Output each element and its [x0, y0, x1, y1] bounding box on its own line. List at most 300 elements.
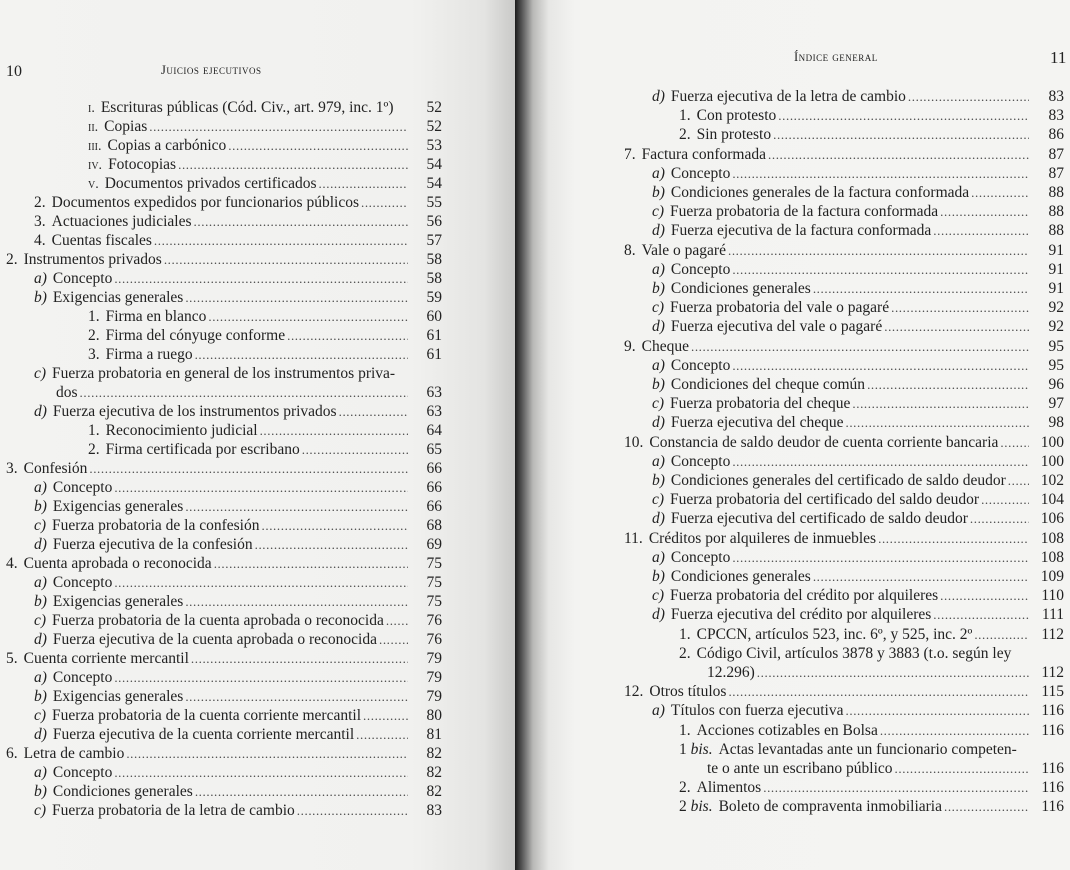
leader-dots [940, 586, 1029, 605]
page-number: 11 [1050, 48, 1067, 67]
toc-entry [515, 721, 1070, 740]
toc-entry [515, 759, 1070, 778]
toc-entry [515, 106, 1070, 125]
toc-entry-page: 66 [426, 479, 442, 496]
toc-entry-number: a) [652, 702, 665, 720]
toc-entry-title: Cheque [641, 337, 689, 355]
toc-entry-label [34, 193, 359, 212]
leader-dots [302, 440, 408, 459]
toc-entry-title: Fuerza probatoria de la cuenta aprobada o reconocida [52, 612, 384, 629]
leader-dots [845, 413, 1029, 432]
leader-dots [114, 478, 408, 497]
leader-dots [164, 250, 408, 269]
toc-entry-number: 9. [624, 337, 636, 355]
toc-entry-page: 59 [426, 289, 442, 306]
toc-entry-number: b) [34, 593, 47, 610]
leader-dots [361, 193, 408, 212]
toc-entry [0, 288, 460, 307]
toc-entry-label [6, 554, 212, 573]
leader-dots [846, 701, 1030, 720]
toc-entry-number: c) [652, 491, 665, 509]
toc-entry-page: 80 [426, 707, 442, 724]
leader-dots [880, 721, 1029, 740]
page-number: 10 [6, 63, 22, 80]
toc-entry-page: 91 [1048, 260, 1064, 278]
toc-entry [0, 516, 460, 535]
toc-entry [0, 611, 460, 630]
toc-entry-number: c) [34, 802, 47, 819]
toc-entry-label [88, 345, 193, 364]
toc-entry-title: Actas levantadas ante un funcionario competen- [718, 740, 1017, 758]
leader-dots [971, 183, 1029, 202]
toc-entry [515, 625, 1070, 644]
toc-entry-label [624, 682, 726, 701]
toc-entry-number: 1 bis. [679, 740, 713, 758]
toc-entry-label [34, 801, 295, 820]
toc-entry [0, 630, 460, 649]
toc-entry-page: 95 [1048, 356, 1064, 374]
toc-entry-title: Fuerza ejecutiva de la letra de cambio [670, 88, 906, 105]
toc-entry-page: 75 [426, 574, 442, 591]
toc-entry-title: Títulos con fuerza ejecutiva [670, 702, 844, 720]
toc-entry-label [624, 337, 689, 356]
toc-entry [515, 509, 1070, 528]
leader-dots [732, 548, 1029, 567]
leader-dots [195, 345, 408, 364]
toc-entry-page: 65 [426, 441, 442, 458]
toc-entry-page: 76 [426, 631, 442, 648]
toc-entry [515, 317, 1070, 336]
toc-entry-page: 66 [426, 498, 442, 515]
toc-entry-title: Reconocimiento judicial [105, 422, 258, 439]
toc-entry-title: Confesión [23, 460, 88, 477]
toc-entry-number: b) [34, 289, 47, 306]
toc-entry-title: Fuerza probatoria del certificado del saldo deudor [670, 491, 980, 509]
toc-entry-title: Letra de cambio [23, 745, 125, 762]
toc-entry-title: Con protesto [696, 107, 777, 125]
toc-entry-label [652, 221, 931, 240]
toc-entry-label [88, 440, 300, 459]
toc-entry-number: b) [34, 783, 47, 800]
toc-entry-title: Fuerza ejecutiva del vale o pagaré [670, 318, 883, 336]
toc-entry-title: Condiciones generales [670, 568, 811, 585]
toc-entry-label [34, 706, 361, 725]
leader-dots [114, 269, 408, 288]
toc-entry-title: Exigencias generales [52, 289, 184, 306]
toc-entry-title: Documentos expedidos por funcionarios públicos [51, 194, 359, 211]
toc-entry-label [652, 452, 730, 471]
toc-entry-title: Acciones cotizables en Bolsa [696, 721, 878, 739]
toc-entry [515, 202, 1070, 221]
toc-entry [515, 433, 1070, 452]
toc-entry-label [34, 212, 192, 231]
toc-entry [515, 413, 1070, 432]
toc-entry-label [34, 269, 112, 288]
toc-entry-label [652, 298, 889, 317]
leader-dots [339, 402, 408, 421]
toc-entry-title: Fotocopias [108, 156, 177, 173]
toc-entry-page: 88 [1048, 222, 1064, 240]
toc-entry-page: 75 [426, 555, 442, 572]
toc-entry-label [56, 383, 78, 402]
toc-entry-title: Alimentos [696, 779, 762, 797]
toc-entry-page: 97 [1048, 395, 1064, 413]
toc-entry-page: 61 [426, 346, 442, 363]
toc-entry-label [34, 364, 395, 383]
toc-entry-number: 2. [679, 644, 691, 662]
toc-entry [515, 490, 1070, 509]
toc-entry-page: 83 [1048, 107, 1064, 125]
toc-entry-label [34, 725, 354, 744]
toc-entry-number: d) [652, 318, 665, 336]
toc-entry [515, 164, 1070, 183]
toc-entry-title: 12.296) [707, 664, 755, 681]
leader-dots [185, 592, 408, 611]
toc-entry [0, 573, 460, 592]
toc-entry-page: 116 [1041, 779, 1064, 797]
toc-entry-number: 10. [624, 433, 644, 451]
toc-entry-title: Instrumentos privados [23, 251, 162, 268]
toc-entry-number: 1. [679, 625, 691, 643]
toc-entry-number: d) [652, 222, 665, 240]
toc-entry-title: Fuerza ejecutiva de la cuenta aprobada o reconocida [52, 631, 377, 648]
toc-entry-page: 92 [1048, 318, 1064, 336]
toc-entry-page: 79 [426, 669, 442, 686]
toc-entry-page: 116 [1041, 798, 1064, 816]
toc-entry-number: 3. [34, 213, 46, 230]
leader-dots [981, 490, 1029, 509]
toc-entry-title: Concepto [670, 548, 731, 566]
toc-entry-number: 4. [6, 555, 18, 572]
leader-dots [732, 356, 1029, 375]
toc-entry-page: 54 [426, 156, 442, 173]
leader-dots [974, 625, 1029, 644]
toc-entry [515, 260, 1070, 279]
toc-entry-number: a) [34, 764, 47, 781]
toc-entry-page: 79 [426, 688, 442, 705]
toc-entry [0, 402, 460, 421]
toc-entry-number: d) [652, 606, 665, 624]
toc-entry-number: b) [34, 498, 47, 515]
toc-entry [515, 375, 1070, 394]
leader-dots [813, 279, 1029, 298]
toc-entry-number: i. [88, 101, 95, 116]
toc-entry-page: 69 [426, 536, 442, 553]
leader-dots [356, 725, 408, 744]
toc-entry-page: 116 [1041, 721, 1064, 739]
toc-entry-label [34, 497, 183, 516]
toc-entry-page: 61 [426, 327, 442, 344]
toc-entry [0, 725, 460, 744]
toc-entry-label [679, 106, 776, 125]
toc-entry-number: b) [652, 472, 665, 489]
toc-entry-title: Cuentas fiscales [51, 232, 152, 249]
toc-entry-label [88, 421, 258, 440]
leader-dots [944, 797, 1029, 816]
toc-entry [0, 364, 460, 383]
toc-entry-title: Condiciones generales [52, 783, 193, 800]
toc-entry-page: 60 [426, 308, 442, 325]
toc-entry-page: 56 [426, 213, 442, 230]
toc-entry-number: c) [34, 707, 47, 724]
toc-entry-page: 53 [426, 137, 442, 154]
toc-entry [515, 778, 1070, 797]
toc-entry [0, 117, 460, 136]
toc-entry-title: Condiciones del cheque común [670, 376, 866, 393]
toc-entry-number: 1. [88, 308, 100, 325]
toc-entry-number: v. [88, 177, 99, 192]
toc-entry-title: Escrituras públicas (Cód. Civ., art. 979, inc. 1º) [100, 99, 394, 116]
toc-entry-number: a) [652, 260, 665, 278]
toc-entry [515, 298, 1070, 317]
toc-entry [0, 212, 460, 231]
toc-entry-number: b) [652, 568, 665, 585]
toc-entry-label [652, 413, 843, 432]
toc-entry-number: a) [34, 479, 47, 496]
toc-entry-title: Exigencias generales [52, 593, 184, 610]
toc-entry-page: 112 [1041, 625, 1064, 643]
leader-dots [732, 452, 1029, 471]
toc-entry-page: 110 [1041, 587, 1064, 605]
toc-entry-label [34, 288, 183, 307]
toc-entry-page: 63 [426, 403, 442, 420]
left-page [0, 0, 515, 870]
toc-entry [0, 763, 460, 782]
leader-dots [813, 567, 1029, 586]
leader-dots [884, 317, 1029, 336]
toc-entry-number: c) [34, 517, 47, 534]
toc-entry-label [679, 778, 761, 797]
toc-entry [0, 421, 460, 440]
toc-entry-number: d) [34, 536, 47, 553]
toc-entry-page: 82 [426, 783, 442, 800]
toc-entry [0, 801, 460, 820]
leader-dots [114, 573, 408, 592]
toc-entry-label [652, 317, 882, 336]
toc-entry-number: 1. [88, 422, 100, 439]
toc-entry-label [88, 98, 394, 118]
toc-entry-label [652, 87, 906, 106]
toc-entry-label [679, 125, 771, 144]
toc-entry-title: Fuerza ejecutiva del certificado de saldo deudor [670, 510, 968, 528]
toc-entry-number: a) [652, 356, 665, 374]
toc-entry [0, 649, 460, 668]
toc-entry-label [652, 605, 931, 624]
toc-entry [515, 125, 1070, 144]
leader-dots [287, 326, 408, 345]
leader-dots [867, 375, 1029, 394]
toc-entry-number: a) [34, 270, 47, 287]
toc-entry-title: CPCCN, artículos 523, inc. 6º, y 525, inc. 2º [696, 625, 973, 643]
toc-entry-number: 2. [88, 441, 100, 458]
toc-entry-number: b) [652, 376, 665, 393]
toc-entry-title: Otros títulos [649, 683, 727, 701]
toc-entry-label [34, 668, 112, 687]
toc-entry [515, 682, 1070, 701]
toc-entry-page: 63 [426, 384, 442, 401]
toc-entry-label [34, 231, 152, 250]
toc-entry [0, 782, 460, 801]
toc-entry-title: Fuerza probatoria del vale o pagaré [670, 299, 890, 317]
toc-entry-number: d) [34, 726, 47, 743]
toc-entry [515, 87, 1070, 106]
right-page [515, 0, 1070, 870]
toc-entry [515, 644, 1070, 663]
toc-entry-title: Concepto [670, 356, 731, 374]
toc-entry-page: 68 [426, 517, 442, 534]
toc-entry-title: Código Civil, artículos 3878 y 3883 (t.o. según ley [696, 644, 1012, 662]
leader-dots [732, 260, 1029, 279]
toc-entry-label [652, 586, 938, 605]
leader-dots [154, 231, 408, 250]
toc-entry-title: Condiciones generales [670, 280, 811, 297]
toc-entry [0, 345, 460, 364]
leader-dots [228, 136, 408, 155]
toc-entry-number: c) [652, 587, 665, 605]
toc-entry-number: d) [652, 88, 665, 105]
toc-entry [515, 145, 1070, 164]
leader-dots [908, 87, 1029, 106]
toc-entry-page: 52 [426, 99, 442, 116]
toc-entry-label [652, 701, 844, 720]
toc-entry [0, 250, 460, 269]
toc-entry-number: b) [652, 184, 665, 201]
toc-entry-number: 12. [624, 683, 644, 701]
toc-entry-page: 98 [1048, 414, 1064, 432]
toc-entry-page: 83 [1048, 88, 1064, 105]
toc-entry-title: Fuerza probatoria de la confesión [52, 517, 260, 534]
toc-entry-title: Concepto [670, 164, 731, 182]
toc-entry [0, 98, 460, 117]
toc-entry-label [34, 402, 337, 421]
toc-entry [515, 356, 1070, 375]
toc-entry-title: Firma certificada por escribano [105, 441, 300, 458]
leader-dots [732, 164, 1029, 183]
toc-entry-title: Fuerza ejecutiva de la confesión [52, 536, 253, 553]
toc-entry-page: 95 [1048, 337, 1064, 355]
toc-entry-title: Copias [104, 118, 148, 135]
toc-entry-number: iv. [88, 158, 103, 173]
toc-entry [515, 471, 1070, 490]
toc-entry [0, 174, 460, 193]
toc-entry-label [34, 573, 112, 592]
toc-entry-label [652, 548, 730, 567]
toc-entry-title: Exigencias generales [52, 688, 184, 705]
toc-entry-page: 100 [1040, 433, 1064, 451]
toc-entry [0, 155, 460, 174]
toc-entry-number: ii. [88, 120, 99, 135]
toc-entry-title: Sin protesto [696, 126, 772, 144]
toc-entry-label [6, 649, 189, 668]
toc-entry-title: Fuerza probatoria de la letra de cambio [52, 802, 295, 819]
toc-entry-label [34, 763, 112, 782]
toc-entry [0, 231, 460, 250]
toc-entry-title: Fuerza ejecutiva de la cuenta corriente mercantil [52, 726, 355, 743]
leader-dots [319, 174, 408, 193]
toc-entry-number: c) [652, 203, 665, 221]
toc-entry-page: 81 [426, 726, 442, 743]
toc-entry-title: Concepto [52, 479, 113, 496]
toc-entry-title: Fuerza probatoria de la factura conformada [670, 203, 939, 221]
toc-entry [515, 797, 1070, 816]
toc-entry [515, 183, 1070, 202]
toc-entry-number: c) [652, 299, 665, 317]
toc-entry-label [34, 687, 183, 706]
toc-entry-page: 92 [1048, 299, 1064, 317]
toc-entry-title: Firma del cónyuge conforme [105, 327, 286, 344]
toc-entry-page: 116 [1041, 760, 1064, 777]
toc-entry-title: Cuenta aprobada o reconocida [23, 555, 212, 572]
leader-dots [89, 459, 408, 478]
running-head: Juicios ejecutivos [161, 63, 262, 77]
toc-entry-label [34, 478, 112, 497]
toc-entry-page: 57 [426, 232, 442, 249]
toc-entry [515, 452, 1070, 471]
toc-entry-title: Fuerza ejecutiva de los instrumentos privados [52, 403, 337, 420]
toc-entry-page: 88 [1048, 184, 1064, 201]
toc-entry-page: 112 [1041, 664, 1064, 681]
leader-dots [178, 155, 408, 174]
toc-entry-label [679, 721, 878, 740]
toc-entry-title: Documentos privados certificados [104, 175, 317, 192]
leader-dots [895, 759, 1029, 778]
toc-entry [515, 567, 1070, 586]
leader-dots [126, 744, 408, 763]
toc-entry-number: 2 bis. [679, 798, 713, 816]
leader-dots [214, 554, 408, 573]
toc-entry-page: 109 [1040, 568, 1064, 585]
toc-entry-page: 64 [426, 422, 442, 439]
toc-entry-page: 55 [426, 194, 442, 211]
toc-entry-page: 52 [426, 118, 442, 135]
toc-entry [0, 535, 460, 554]
leader-dots [114, 763, 408, 782]
toc-entry-title: Fuerza ejecutiva del cheque [670, 414, 844, 432]
toc-entry-page: 87 [1048, 164, 1064, 182]
toc-entry-page: 108 [1040, 529, 1064, 547]
leader-dots [208, 307, 408, 326]
toc-entry [515, 529, 1070, 548]
toc-entry [515, 337, 1070, 356]
toc-entry-label [652, 509, 968, 528]
toc-entry [515, 586, 1070, 605]
toc-entry-number: 4. [34, 232, 46, 249]
toc-entry-page: 91 [1048, 241, 1064, 259]
leader-dots [763, 778, 1029, 797]
toc-entry-page: 108 [1040, 548, 1064, 566]
leader-dots [149, 117, 408, 136]
toc-entry-page: 82 [426, 764, 442, 781]
toc-entry [515, 605, 1070, 624]
toc-entry [0, 326, 460, 345]
toc-entry [0, 269, 460, 288]
toc-entry-number: iii. [88, 139, 102, 154]
toc-entry-label [707, 663, 755, 682]
toc-entry [515, 701, 1070, 720]
toc-entry-page: 102 [1040, 472, 1064, 489]
toc-entry [515, 548, 1070, 567]
toc-entry-number: a) [34, 574, 47, 591]
leader-dots [778, 106, 1029, 125]
toc-entry-title: Actuaciones judiciales [51, 213, 192, 230]
leader-dots [691, 337, 1029, 356]
toc-entry [0, 193, 460, 212]
toc-entry-page: 115 [1041, 683, 1064, 701]
leader-dots [933, 221, 1029, 240]
toc-entry [0, 554, 460, 573]
leader-dots [194, 212, 408, 231]
toc-entry-title: Concepto [52, 764, 113, 781]
